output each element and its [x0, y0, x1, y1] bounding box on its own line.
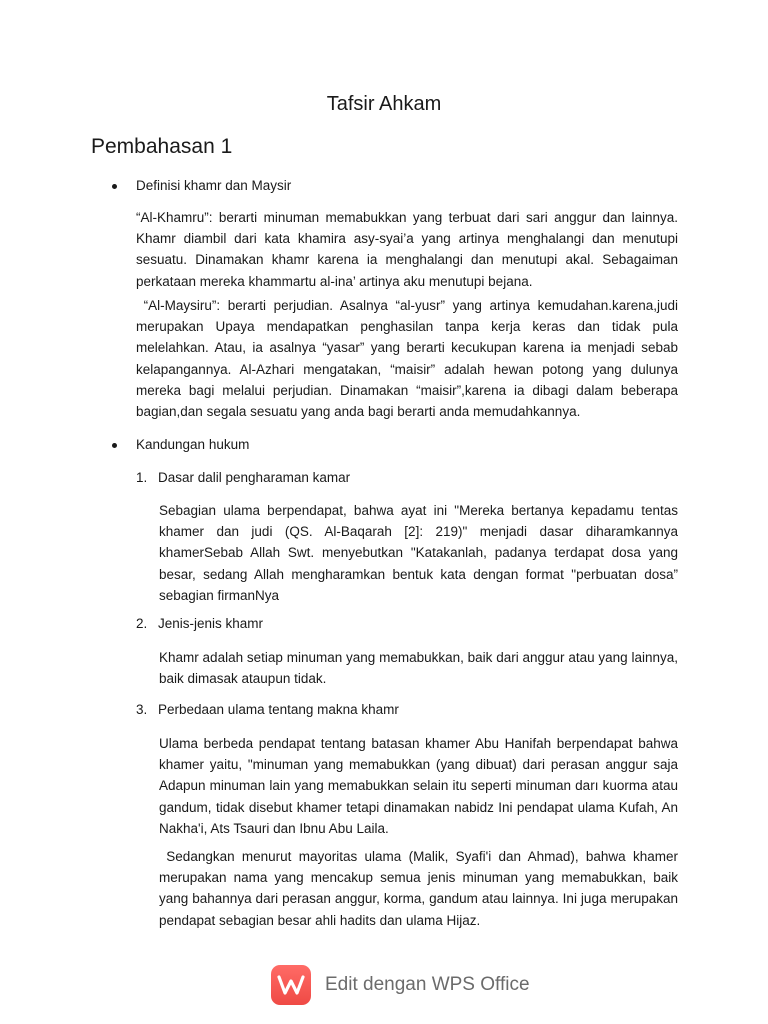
bullet-label: Definisi khamr dan Maysir — [136, 178, 292, 193]
bullet-item-kandungan-hukum — [113, 435, 249, 455]
paragraph-perbedaan-ulama: Ulama berbeda pendapat tentang batasan khamer Abu Hanifah berpendapat bahwa khamer yaitu, "minuman yang memabukkan (yang dibuat) dari perasan anggur saja Adapun minuman lain yang memabukkan selain itu seperti minuman darı kuorma atau gandum, tidak disebut khamer tetapi dinamakan nabidz Ini pendapat ulama Kufah, An Nakha'i, Ats Tsauri dan Ibnu Abu Laila. — [159, 736, 678, 836]
edit-with-wps-link[interactable]: Edit dengan WPS Office — [325, 974, 530, 995]
paragraph-dasar-dalil: Sebagian ulama berpendapat, bahwa ayat ini "Mereka bertanya kepadamu tentas khamer dan judi (QS. Al-Baqarah [2]: 219)" menjadi dasar diharamkannya khamerSebab Allah Swt. menyebutkan "Katakanlah, padanya terdapat dosa yang besar, sedang Allah mengharamkan bentuk kata dengan format "perbuatan dosa” sebagian firmanNya — [159, 503, 678, 603]
section-heading: Pembahasan 1 — [91, 135, 233, 158]
paragraph-al-maysiru: “Al-Maysiru”: berarti perjudian. Asalnya “al-yusr” yang artinya kemudahan.karena,judi merupakan Upaya mendapatkan penghasilan tanpa kerja keras dan tidak pula melelahkan. Atau, ia asalnya “yasar” yang berarti kecukupan karena ia menjadi sebab kelapangannya. Al-Azhari mengatakan, “maisir” adalah hewan potong yang dulunya mereka bagi melalui perjudian. Dinamakan “maisir”,karena ia dibagi dalam beberapa bagian,dan segala sesuatu yang anda bagi berarti anda memudahkannya. — [136, 298, 682, 420]
wps-edit-footer[interactable] — [271, 962, 530, 1008]
bullet-label: Kandungan hukum — [136, 437, 250, 452]
numbered-item-3 — [136, 700, 399, 720]
item-number: 1. — [136, 470, 148, 485]
numbered-item-1 — [136, 468, 350, 488]
item-number: 2. — [136, 616, 148, 631]
paragraph-jenis-khamr: Khamr adalah setiap minuman yang memabukkan, baik dari anggur atau yang lainnya, baik dimasak ataupun tidak. — [159, 650, 678, 687]
bullet-item-definisi — [113, 176, 291, 196]
paragraph-al-khamru: “Al-Khamru”: berarti minuman memabukkan yang terbuat dari sari anggur dan lainnya. Khamr diambil dari kata khamira asy-syai’a yang artinya menghalangi dan menutupi sesuatu. Dinamakan khamr karena ia menghalangi dan menutupi akal. Sebagaiman perkataan mereka khammartu al-ina’ artinya aku menutupi bejana. — [136, 210, 678, 289]
paragraph-mayoritas-ulama: Sedangkan menurut mayoritas ulama (Malik, Syafi'i dan Ahmad), bahwa khamer merupakan nama yang mencakup semua jenis minuman yang memabukkan, baik yang bahannya dari perasan anggur, korma, gandum atau lainnya. Ini juga merupakan pendapat sebagian besar ahli hadits dan ulama Hijaz. — [159, 849, 682, 928]
item-label: Dasar dalil pengharaman kamar — [158, 470, 351, 485]
item-number: 3. — [136, 702, 148, 717]
document-title: Tafsir Ahkam — [326, 93, 442, 115]
numbered-item-2 — [136, 614, 263, 634]
wps-office-logo-icon[interactable] — [271, 965, 311, 1005]
item-label: Jenis-jenis khamr — [158, 616, 264, 631]
item-label: Perbedaan ulama tentang makna khamr — [158, 702, 399, 717]
